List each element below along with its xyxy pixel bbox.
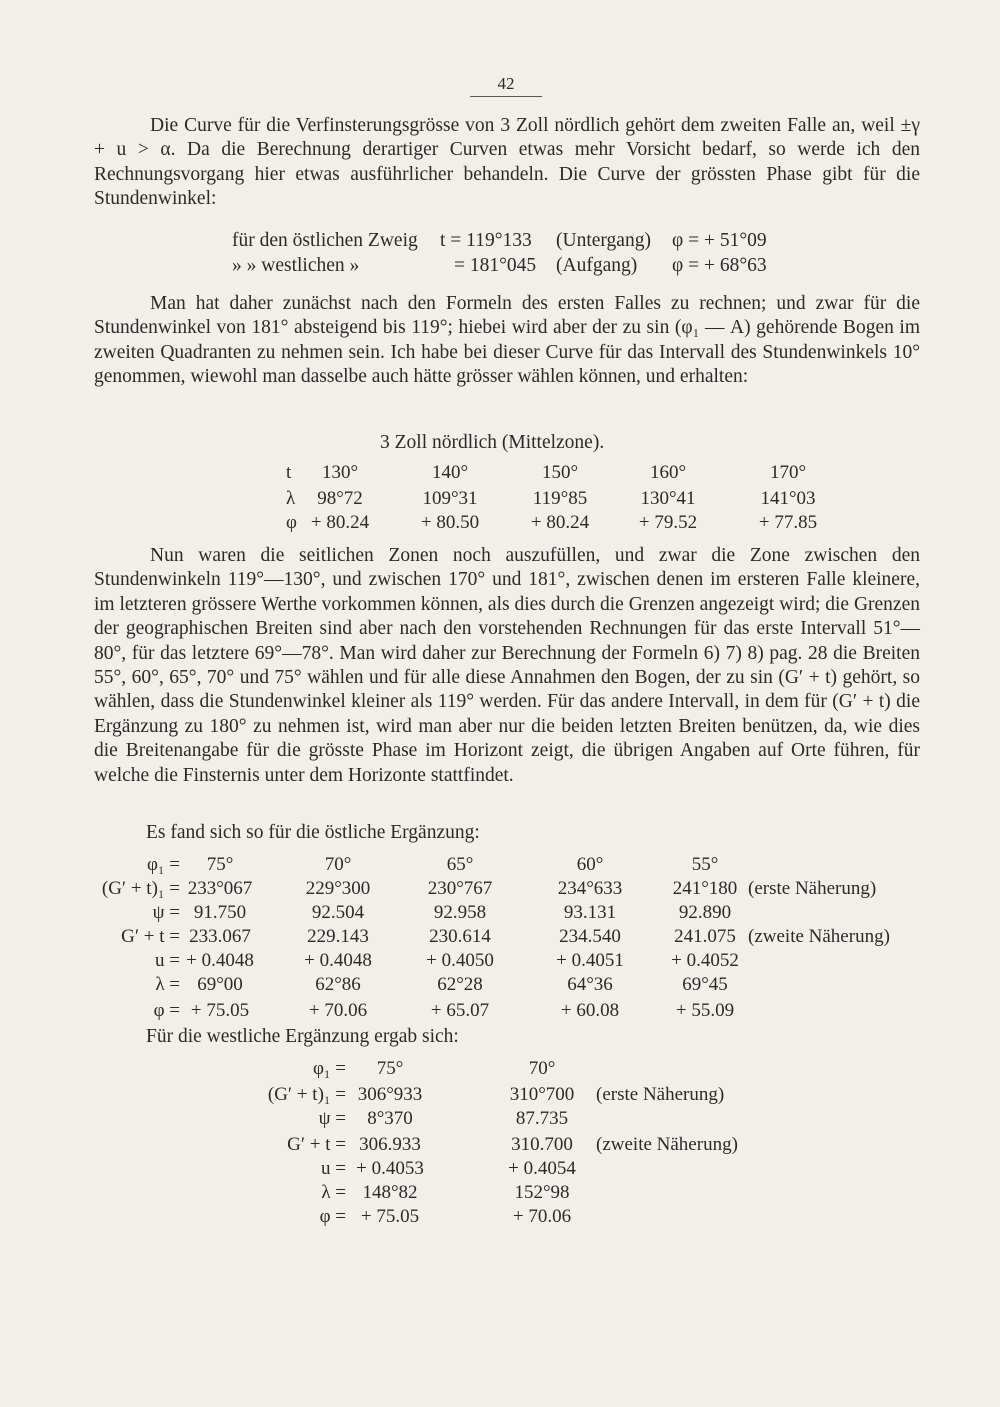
east-cell: 62°28 <box>437 974 483 995</box>
east-cell: + 0.4051 <box>556 950 624 971</box>
zweig-west-t: = 181°045 <box>454 255 537 276</box>
east-cell: + 70.06 <box>308 1000 368 1021</box>
zweig-east-t: t = 119°133 <box>440 230 532 251</box>
table1-row-label: t <box>286 462 292 483</box>
east-cell: + 65.07 <box>430 1000 490 1021</box>
west-cell: 306.933 <box>359 1134 421 1155</box>
table1-cell: 160° <box>649 462 687 483</box>
east-row-note: (erste Näherung) <box>748 878 877 899</box>
east-cell: + 0.4048 <box>304 950 372 971</box>
east-cell: 69°00 <box>197 974 243 995</box>
east-cell: 65° <box>446 854 474 875</box>
west-cell: 148°82 <box>362 1182 418 1203</box>
table1-row-label: φ <box>286 512 297 533</box>
west-row-label: ψ = <box>318 1108 346 1129</box>
east-cell: 230.614 <box>429 926 491 947</box>
east-row-label: G′ + t = <box>121 926 180 947</box>
zweig-east-event: (Untergang) <box>556 230 651 251</box>
west-cell: + 75.05 <box>360 1206 420 1227</box>
east-cell: 241°180 <box>672 878 738 899</box>
west-row-label: φ₁ = <box>312 1058 346 1079</box>
east-cell: 92.958 <box>433 902 487 923</box>
table1-cell: 130°41 <box>640 488 696 509</box>
east-cell: + 75.05 <box>190 1000 250 1021</box>
west-cell: 70° <box>528 1058 556 1079</box>
east-cell: + 0.4048 <box>186 950 254 971</box>
east-cell: + 55.09 <box>675 1000 735 1021</box>
west-cell: 87.735 <box>515 1108 569 1129</box>
east-row-label: ψ = <box>152 902 180 923</box>
west-row-label: φ = <box>319 1206 346 1227</box>
west-cell: 152°98 <box>514 1182 570 1203</box>
east-row-note: (zweite Näherung) <box>748 926 890 947</box>
east-cell: 55° <box>691 854 719 875</box>
table1-cell: 130° <box>321 462 359 483</box>
west-row-note: (erste Näherung) <box>596 1084 725 1105</box>
table1-cell: + 80.50 <box>420 512 480 533</box>
table1-cell: 109°31 <box>422 488 478 509</box>
east-cell: 64°36 <box>567 974 613 995</box>
west-cell: 8°370 <box>367 1108 413 1129</box>
west-row-label: (G′ + t)₁ = <box>267 1084 346 1105</box>
west-cell: 310°700 <box>509 1084 575 1105</box>
table1-cell: 170° <box>769 462 807 483</box>
zweig-east-label: für den östlichen Zweig <box>232 230 418 251</box>
table1-cell: + 80.24 <box>310 512 370 533</box>
east-cell: 233.067 <box>189 926 251 947</box>
east-cell: 91.750 <box>193 902 247 923</box>
west-row-note: (zweite Näherung) <box>596 1134 738 1155</box>
east-cell: + 0.4052 <box>671 950 739 971</box>
east-cell: 92.890 <box>678 902 732 923</box>
east-cell: 93.131 <box>563 902 617 923</box>
east-cell: 234.540 <box>559 926 621 947</box>
east-cell: 229°300 <box>305 878 371 899</box>
zweig-west-event: (Aufgang) <box>556 255 638 276</box>
paragraph-intro: Die Curve für die Verfinsterungsgrösse von 3 Zoll nördlich gehört dem zweiten Falle an, weil ±γ + u > α. Da die Berechnung derartiger Curven etwas mehr Vorsicht bedarf, so werde ich den Rechnungsvorgang hier etwas ausführlicher behandeln. Die Curve der grössten Phase gibt für die Stundenwinkel: <box>94 115 920 210</box>
east-cell: + 0.4050 <box>426 950 494 971</box>
table1-cell: 98°72 <box>317 488 363 509</box>
west-cell: 306°933 <box>357 1084 423 1105</box>
page-number: 42 <box>470 74 542 97</box>
east-cell: 233°067 <box>187 878 253 899</box>
west-row-label: G′ + t = <box>287 1134 346 1155</box>
west-cell: 75° <box>376 1058 404 1079</box>
west-cell: 310.700 <box>511 1134 573 1155</box>
east-cell: 241.075 <box>674 926 736 947</box>
west-cell: + 0.4054 <box>508 1158 576 1179</box>
table1-cell: 119°85 <box>532 488 588 509</box>
table1-cell: + 80.24 <box>530 512 590 533</box>
east-cell: + 60.08 <box>560 1000 620 1021</box>
zweig-west-label: » » westlichen » <box>232 255 360 276</box>
east-row-label: φ = <box>153 1000 180 1021</box>
east-cell: 60° <box>576 854 604 875</box>
west-row-label: u = <box>321 1158 346 1179</box>
east-cell: 230°767 <box>427 878 493 899</box>
east-intro: Es fand sich so für die östliche Ergänzung: <box>146 822 480 843</box>
table1-cell: + 77.85 <box>758 512 818 533</box>
paragraph-zones: Nun waren die seitlichen Zonen noch auszufüllen, und zwar die Zone zwischen den Stundenwinkeln 119°—130°, und zwischen 170° und 181°, zwischen denen im ersteren Falle kleinere, im letzteren grössere Werthe vorkommen können, als dies durch die Grenzen angezeigt wird; die Grenzen der geographischen Breiten sind aber nach den vorstehenden Rechnungen für das erste Intervall 51°—80°, für das letztere 69°—78°. Man wird daher zur Berechnung der Formeln 6) 7) 8) pag. 28 die Breiten 55°, 60°, 65°, 70° und 75° wählen und für alle diese Annahmen den Bogen, der zu sin (G′ + t) gehört, so wählen, dass die Stundenwinkel kleiner als 119° werden. Für das andere Intervall, in dem für (G′ + t) die Ergänzung zu 180° zu nehmen ist, wird man aber nur die beiden letzten Breiten benützen, da, wie dies die Breitenangabe für die grösste Phase im Horizont zeigt, die übrigen Angaben auf Orte führen, für welche die Finsternis unter dem Horizonte stattfindet. <box>94 545 920 786</box>
east-cell: 229.143 <box>307 926 369 947</box>
east-row-label: (G′ + t)₁ = <box>101 878 180 899</box>
east-cell: 70° <box>324 854 352 875</box>
table1-cell: + 79.52 <box>638 512 698 533</box>
west-cell: + 70.06 <box>512 1206 572 1227</box>
zweig-east-phi: φ = + 51°09 <box>672 230 767 251</box>
east-row-label: λ = <box>155 974 180 995</box>
paragraph-method: Man hat daher zunächst nach den Formeln des ersten Falles zu rechnen; und zwar für die Stundenwinkel von 181° absteigend bis 119°; hiebei wird aber der zu sin (φ₁ — A) gehörende Bogen im zweiten Quadranten zu nehmen sein. Ich habe bei dieser Curve für das Intervall des Stundenwinkels 10° genommen, wiewohl man dasselbe auch hätte grösser wählen können, und erhalten: <box>94 293 920 388</box>
east-cell: 234°633 <box>557 878 623 899</box>
table1-row-label: λ <box>286 488 296 509</box>
table1-caption: 3 Zoll nördlich (Mittelzone). <box>380 432 605 453</box>
east-cell: 75° <box>206 854 234 875</box>
west-cell: + 0.4053 <box>356 1158 424 1179</box>
west-row-label: λ = <box>321 1182 346 1203</box>
east-cell: 62°86 <box>315 974 361 995</box>
east-row-label: u = <box>155 950 180 971</box>
table1-cell: 140° <box>431 462 469 483</box>
zweig-west-phi: φ = + 68°63 <box>672 255 767 276</box>
east-row-label: φ₁ = <box>146 854 180 875</box>
table1-cell: 150° <box>541 462 579 483</box>
west-intro: Für die westliche Ergänzung ergab sich: <box>146 1026 459 1047</box>
east-cell: 69°45 <box>682 974 728 995</box>
table1-cell: 141°03 <box>760 488 816 509</box>
east-cell: 92.504 <box>311 902 365 923</box>
